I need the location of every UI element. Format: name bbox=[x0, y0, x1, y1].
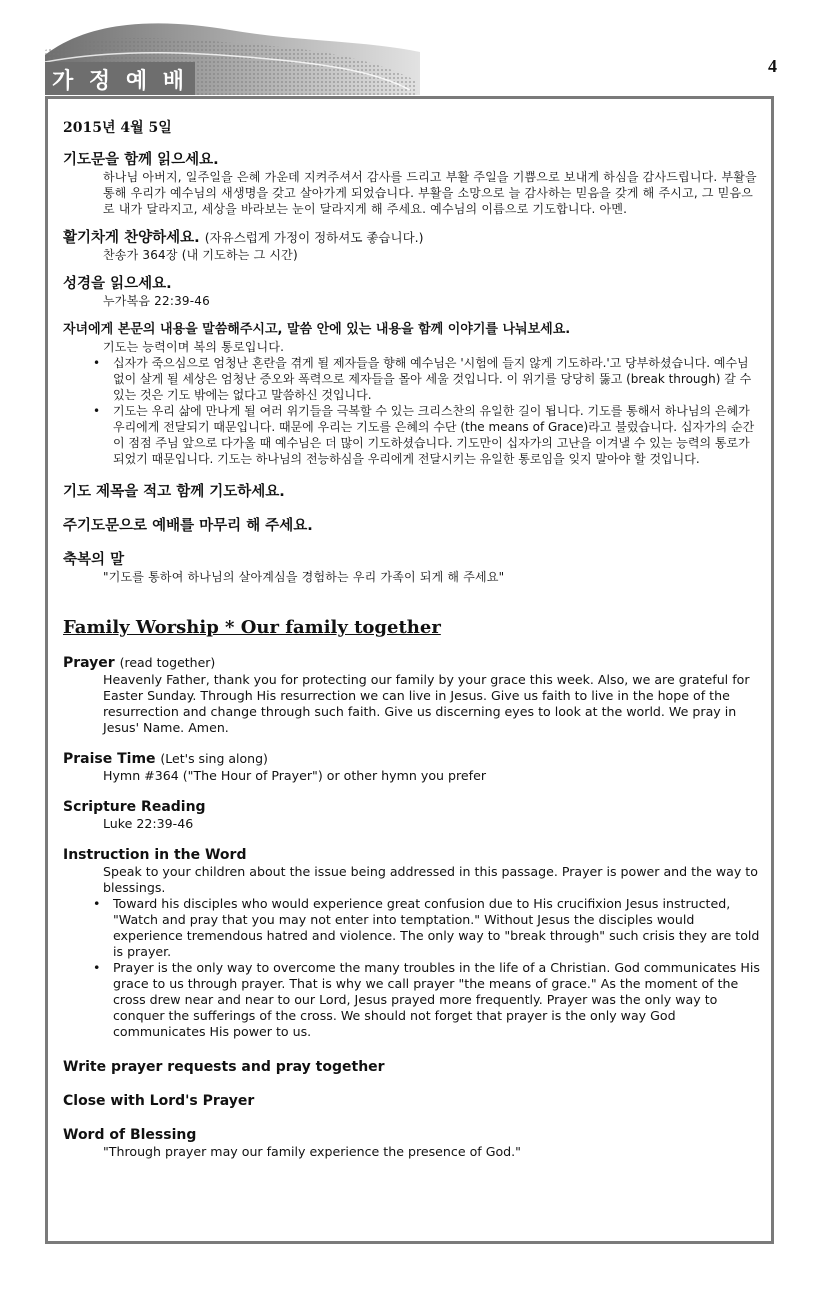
ko-scripture-body: 누가복음 22:39-46 bbox=[103, 294, 210, 308]
ko-instruction-title: 자녀에게 본문의 내용을 말씀해주시고, 말씀 안에 있는 내용을 함께 이야기를 나눠보세요. bbox=[63, 322, 571, 337]
bullet-icon: • bbox=[93, 404, 101, 418]
en-praise-section bbox=[63, 750, 763, 784]
worship-content bbox=[63, 117, 763, 1174]
bullet-icon: • bbox=[93, 960, 101, 975]
english-heading: Family Worship * Our family together bbox=[63, 617, 441, 638]
bullet-icon: • bbox=[93, 896, 101, 911]
ko-praise-title: 활기차게 찬양하세요. bbox=[63, 230, 200, 246]
en-blessing-title: Word of Blessing bbox=[63, 1127, 197, 1143]
en-prayer-note: (read together) bbox=[119, 655, 216, 670]
en-instruction-title: Instruction in the Word bbox=[63, 847, 247, 863]
korean-section bbox=[63, 117, 763, 585]
ko-prayer-body: 하나님 아버지, 일주일을 은혜 가운데 지켜주셔서 감사를 드리고 부활 주일을 기쁨으로 보내게 하심을 감사드립니다. 부활을 통해 우리가 예수님의 새생명을 갖고 살아가게 되었습니다. 부활을 소망으로 늘 감사하는 믿음을 갖게 해 주시고, 그 믿음으로 내가 달라지고, 세상을 바라보는 눈이 달라지게 해 주세요. 예수님의 이름으로 기도합니다. 아멘. bbox=[103, 170, 757, 216]
ko-scripture-title: 성경을 읽으세요. bbox=[63, 276, 172, 292]
en-scripture-title: Scripture Reading bbox=[63, 799, 206, 815]
ko-prayer-section bbox=[63, 151, 763, 217]
ko-praise-note: (자유스럽게 가정이 정하셔도 좋습니다.) bbox=[204, 230, 424, 245]
ko-instruction-body: 기도는 능력이며 복의 통로입니다. bbox=[103, 340, 285, 354]
en-instruction-bullet-1: Toward his disciples who would experience great confusion due to His crucifixion Jesus instructed, "Watch and pray that you may not enter into temptation." Without Jesus the disciples would experience tremendous hatred and violence. The only way to "break through" such crisis they are told is prayer. bbox=[113, 896, 760, 959]
service-date: 2015년 4월 5일 bbox=[63, 120, 172, 136]
en-requests-section bbox=[63, 1058, 763, 1076]
en-instruction-section bbox=[63, 846, 763, 1040]
ko-lords-prayer-title: 주기도문으로 예배를 마무리 해 주세요. bbox=[63, 518, 313, 534]
en-instruction-bullet-2: Prayer is the only way to overcome the many troubles in the life of a Christian. God communicates His grace to us through prayer. That is why we call prayer "the means of grace." As the moment of the cross drew near and near to our Lord, Jesus prayed more frequently. Prayer was the only way to conquer the sufferings of the cross. We should not forget that prayer is the only way God communicates His power to us. bbox=[113, 960, 760, 1039]
bullet-icon: • bbox=[93, 356, 101, 370]
en-lords-prayer-section bbox=[63, 1092, 763, 1110]
list-item bbox=[63, 896, 763, 960]
list-item bbox=[63, 403, 763, 467]
en-blessing-section bbox=[63, 1126, 763, 1160]
page-number: 4 bbox=[768, 56, 777, 76]
ko-instruction-bullet-2: 기도는 우리 삶에 만나게 될 여러 위기들을 극복할 수 있는 크리스찬의 유일한 길이 됩니다. 기도를 통해서 하나님의 은혜가 우리에게 전달되기 때문입니다. 때문에 우리는 기도를 은혜의 수단 (the means of Grace)라고 불렀습니다. 십자가의 순간이 점점 주님 앞으로 다가올 때 예수님은 더 많이 기도하셨습니다. 기도만이 십자가의 고난을 이겨낼 수 있는 능력의 통로가 되었기 때문입니다. 기도는 하나님의 전능하심을 우리에게 전달시키는 유일한 통로임을 잊지 말아야 할 것입니다. bbox=[113, 404, 755, 466]
en-blessing-body: "Through prayer may our family experience the presence of God." bbox=[103, 1144, 521, 1159]
ko-praise-section bbox=[63, 229, 763, 263]
en-prayer-body: Heavenly Father, thank you for protecting our family by your grace this week. Also, we are grateful for Easter Sunday. Through His resurrection we can live in Jesus. Give us faith to live in the hope of the resurrection and change through such faith. Give us discerning eyes to look at the world. We pray in Jesus' Name. Amen. bbox=[103, 672, 750, 735]
ko-instruction-section bbox=[63, 321, 763, 467]
ko-instruction-bullet-1: 십자가 죽으심으로 엄청난 혼란을 겪게 될 제자들을 향해 예수님은 '시험에 들지 않게 기도하라.'고 당부하셨습니다. 예수님 없이 살게 될 세상은 엄청난 증오와 폭력으로 제자들을 몰아 세울 것입니다. 이 위기를 당당히 뚫고 (break through) 갈 수 있는 것은 기도 밖에는 없다고 말씀하신 것입니다. bbox=[113, 356, 752, 402]
en-scripture-body: Luke 22:39-46 bbox=[103, 816, 194, 831]
ko-blessing-section bbox=[63, 551, 763, 585]
en-praise-note: (Let's sing along) bbox=[160, 751, 268, 766]
en-praise-title: Praise Time bbox=[63, 751, 156, 767]
ko-praise-body: 찬송가 364장 (내 기도하는 그 시간) bbox=[103, 248, 298, 262]
en-lords-prayer-title: Close with Lord's Prayer bbox=[63, 1093, 255, 1109]
en-prayer-section bbox=[63, 654, 763, 736]
en-prayer-title: Prayer bbox=[63, 655, 115, 671]
list-item bbox=[63, 960, 763, 1040]
ko-blessing-title: 축복의 말 bbox=[63, 552, 125, 568]
en-instruction-body: Speak to your children about the issue being addressed in this passage. Prayer is power and the way to blessings. bbox=[103, 864, 758, 895]
en-requests-title: Write prayer requests and pray together bbox=[63, 1059, 385, 1075]
ko-blessing-body: "기도를 통하여 하나님의 살아계심을 경험하는 우리 가족이 되게 해 주세요" bbox=[103, 570, 505, 584]
ko-prayer-title: 기도문을 함께 읽으세요. bbox=[63, 152, 219, 168]
ko-requests-title: 기도 제목을 적고 함께 기도하세요. bbox=[63, 484, 285, 500]
en-praise-body: Hymn #364 ("The Hour of Prayer") or other hymn you prefer bbox=[103, 768, 487, 783]
ko-scripture-section bbox=[63, 275, 763, 309]
list-item bbox=[63, 355, 763, 403]
english-section bbox=[63, 617, 763, 1160]
header-banner bbox=[0, 0, 825, 95]
ko-lords-prayer-section bbox=[63, 517, 763, 535]
header-title: 가 정 예 배 bbox=[52, 69, 188, 94]
en-scripture-section bbox=[63, 798, 763, 832]
ko-requests-section bbox=[63, 483, 763, 501]
